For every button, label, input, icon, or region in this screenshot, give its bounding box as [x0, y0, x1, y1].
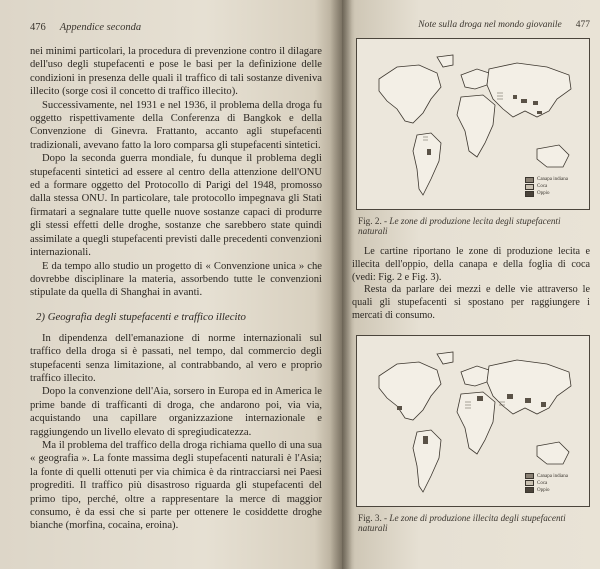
- paragraph: Le cartine riportano le zone di produzione lecita e illecita dell'oppio, della canapa e della foglia di coca (vedi: Fig. 2 e Fig. 3).: [352, 246, 590, 283]
- figure-label: Fig. 2.: [358, 216, 382, 226]
- paragraph: Dopo la convenzione dell'Aia, sorsero in Europa ed in America le prime bande di trafficanti di droga, che andarono poi, via via, acquistando una capillare organizzazione internazionale e raggiungendo un livello elevato di spregiudicatezza.: [30, 386, 322, 438]
- legend-swatch: [525, 177, 534, 183]
- paragraph: In dipendenza dell'emanazione di norme internazionali sul traffico della droga si è passati, nel tempo, dal commercio degli stupefacenti senza limitazione, al contrabbando, al vero e proprio traffico illecito.: [30, 332, 322, 384]
- legend-swatch: [525, 184, 534, 190]
- figure-caption-text: - Le zone di produzione illecita degli stupefacenti naturali: [358, 512, 566, 533]
- legend-label: Canapa indiana: [537, 473, 568, 479]
- legend-label: Oppio: [537, 191, 550, 196]
- left-page-number: 476: [30, 22, 46, 33]
- right-page: [342, 0, 600, 569]
- legend-swatch: [525, 487, 534, 493]
- section-heading: 2) Geografia degli stupefacenti e traffico illecito: [36, 310, 246, 323]
- paragraph: Successivamente, nel 1931 e nel 1936, il problema della droga fu oggetto rispettivamente della Conferenza di Bangkok e della Convenzione di Ginevra. Frattanto, accanto agli stupefacenti tradizionali, avevano fatto la loro comparsa gli stupefacenti sintetici.: [30, 99, 322, 151]
- paragraph: Resta da parlare dei mezzi e delle vie attraverso le quali gli stupefacenti si spostano per raggiungere i mercati di consumo.: [352, 284, 590, 321]
- map-legend: [525, 473, 568, 494]
- paragraph: Dopo la seconda guerra mondiale, fu dunque il problema degli stupefacenti sintetici ad essere al centro della attenzione dell'ONU ed a formare oggetto del Protocollo di Parigi del 1948, promosso dalla stessa ONU. In particolare, tale protocollo impegnava gli Stati firmatari a segnalare tutte quelle nuove sostanze capaci di produrre gli stessi effetti delle droghe, sostanze che sarebbero state quindi assimilate a quegli stupefacenti previsti dalle precedenti convenzioni internazionali.: [30, 153, 322, 259]
- left-running-title: Appendice seconda: [59, 22, 142, 33]
- figure-label: Fig. 3.: [358, 512, 382, 523]
- right-running-head: [352, 20, 590, 30]
- figure-caption: [358, 216, 590, 236]
- legend-swatch: [525, 473, 534, 479]
- legend-swatch: [525, 480, 534, 486]
- world-map-licit: [356, 38, 590, 210]
- legend-swatch: [525, 191, 534, 197]
- legend-label: Canapa indiana: [537, 177, 568, 182]
- figure-caption-text: - Le zone di produzione lecita degli stupefacenti naturali: [358, 216, 561, 236]
- left-running-head: [30, 22, 322, 33]
- right-page-number: 477: [575, 20, 590, 30]
- paragraph: nei minimi particolari, la procedura di prevenzione contro il dilagare dell'uso degli stupefacenti e pose le basi per la definizione delle condizioni in presenza delle quali il traffico di tali sostanze diveniva illecito (sorge così il concetto di traffico illecito).: [30, 46, 322, 98]
- paragraph: Ma il problema del traffico della droga richiama quello di una sua « geografia ». La fonte massima degli stupefacenti naturali è l'Asia; la fonte di quelli ottenuti per via chimica è da rintracciarsi nei Paesi progrediti. Il traffico più disastroso riguarda gli stupefacenti del primo tipo, perché, oltre a rappresentare la merce di maggior consumo, è da essi che si parte per ottenere le cosiddette droghe bianche (morfina, cocaina, eroina).: [30, 439, 322, 532]
- legend-label: Coca: [537, 184, 548, 189]
- paragraph: E da tempo allo studio un progetto di « Convenzione unica » che dovrebbe disciplinare la materia, assorbendo tutte le convenzioni stipulate da quella di Shanghai in avanti.: [30, 260, 322, 299]
- world-map-illicit: [356, 335, 590, 507]
- legend-label: Coca: [537, 480, 548, 486]
- right-running-title: Note sulla droga nel mondo giovanile: [418, 20, 562, 30]
- figure-caption: [358, 513, 590, 533]
- legend-label: Oppio: [537, 487, 550, 493]
- map-legend: [525, 176, 568, 197]
